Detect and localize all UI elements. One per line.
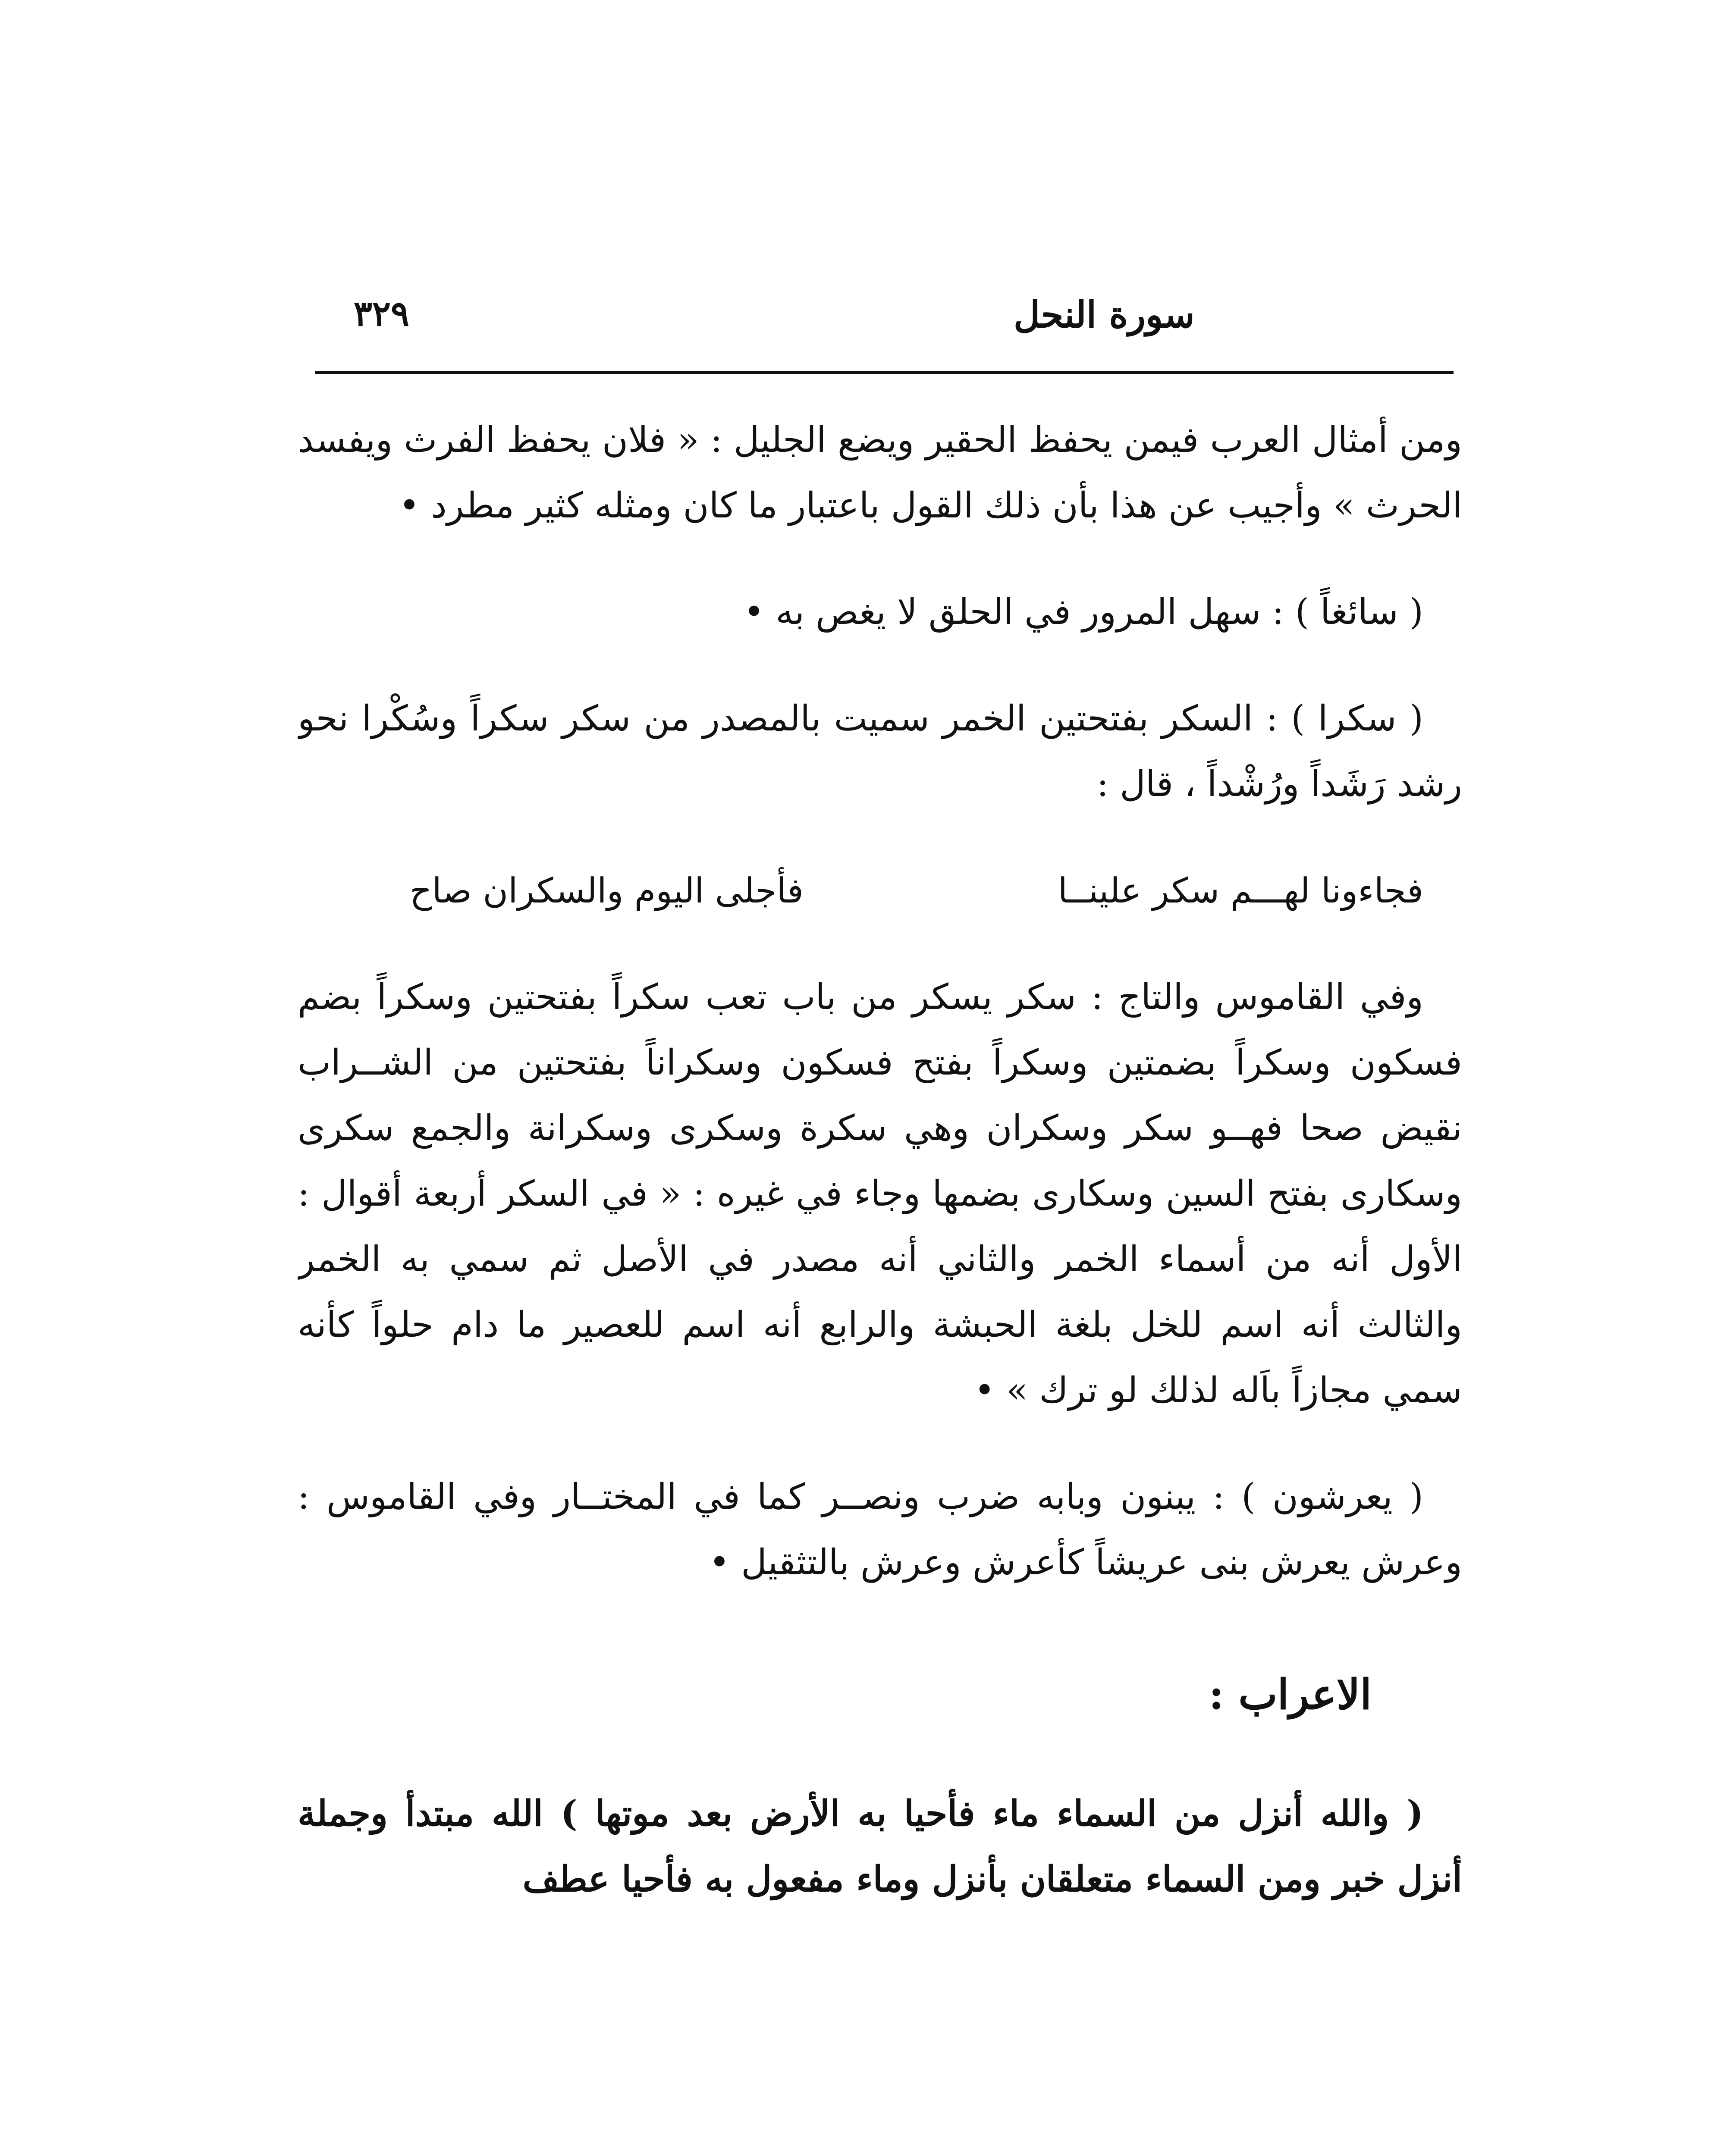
- paragraph-sakaran: ( سكرا ) : السكر بفتحتين الخمر سميت بالمصدر من سكر سكراً وسُكْرا نحو رشد رَشَداً ورُشْداً ، قال :: [298, 698, 1462, 805]
- running-title: سورة النحل: [1014, 293, 1195, 336]
- section-heading-irab: الاعراب :: [1209, 1670, 1372, 1719]
- page-body: [298, 407, 1462, 2156]
- paragraph-saighan: ( سائغاً ) : سهل المرور في الحلق لا يغص به •: [743, 592, 1423, 633]
- page-number: ٣٢٩: [354, 293, 409, 334]
- verse-first-hemistich: فجاءونا لهـــم سكر علينــا: [1058, 871, 1423, 911]
- paragraph-proverb: ومن أمثال العرب فيمن يحفظ الحقير ويضع الجليل : « فلان يحفظ الفرث ويفسد الحرث » وأجيب عن هذا بأن ذلك القول باعتبار ما كان ومثله كثير مطرد •: [298, 420, 1462, 526]
- poetry-verse: [298, 858, 1462, 924]
- paragraph-qamus: وفي القاموس والتاج : سكر يسكر من باب تعب سكراً بفتحتين وسكراً بضم فسكون وسكراً بضمتين وسكراً بفتح فسكون وسكراناً بفتحتين من الشــراب نقيض صحا فهــو سكر وسكران وهي سكرة وسكرى وسكرانة والجمع سكرى وسكارى بفتح السين وسكارى بضمها وجاء في غيره : « في السكر أربعة أقوال : الأول أنه من أسماء الخمر والثاني أنه مصدر في الأصل ثم سمي به الخمر والثالث أنه اسم للخل بلغة الحبشة والرابع أنه اسم للعصير ما دام حلواً كأنه سمي مجازاً باَله لذلك لو ترك » •: [298, 977, 1462, 1411]
- verse-second-hemistich: فأجلى اليوم والسكران صاح: [410, 871, 804, 911]
- page-header: [315, 276, 1454, 362]
- paragraph-yarishun: ( يعرشون ) : يبنون وبابه ضرب ونصــر كما في المختــار وفي القاموس : وعرش يعرش بنى عريشاً كأعرش وعرش بالتثقيل •: [298, 1476, 1462, 1583]
- paragraph-irab: ( والله أنزل من السماء ماء فأحيا به الأرض بعد موتها ) الله مبتدأ وجملة أنزل خبر ومن السماء متعلقان بأنزل وماء مفعول به فأحيا عطف: [298, 1793, 1462, 1900]
- header-rule: [315, 371, 1454, 374]
